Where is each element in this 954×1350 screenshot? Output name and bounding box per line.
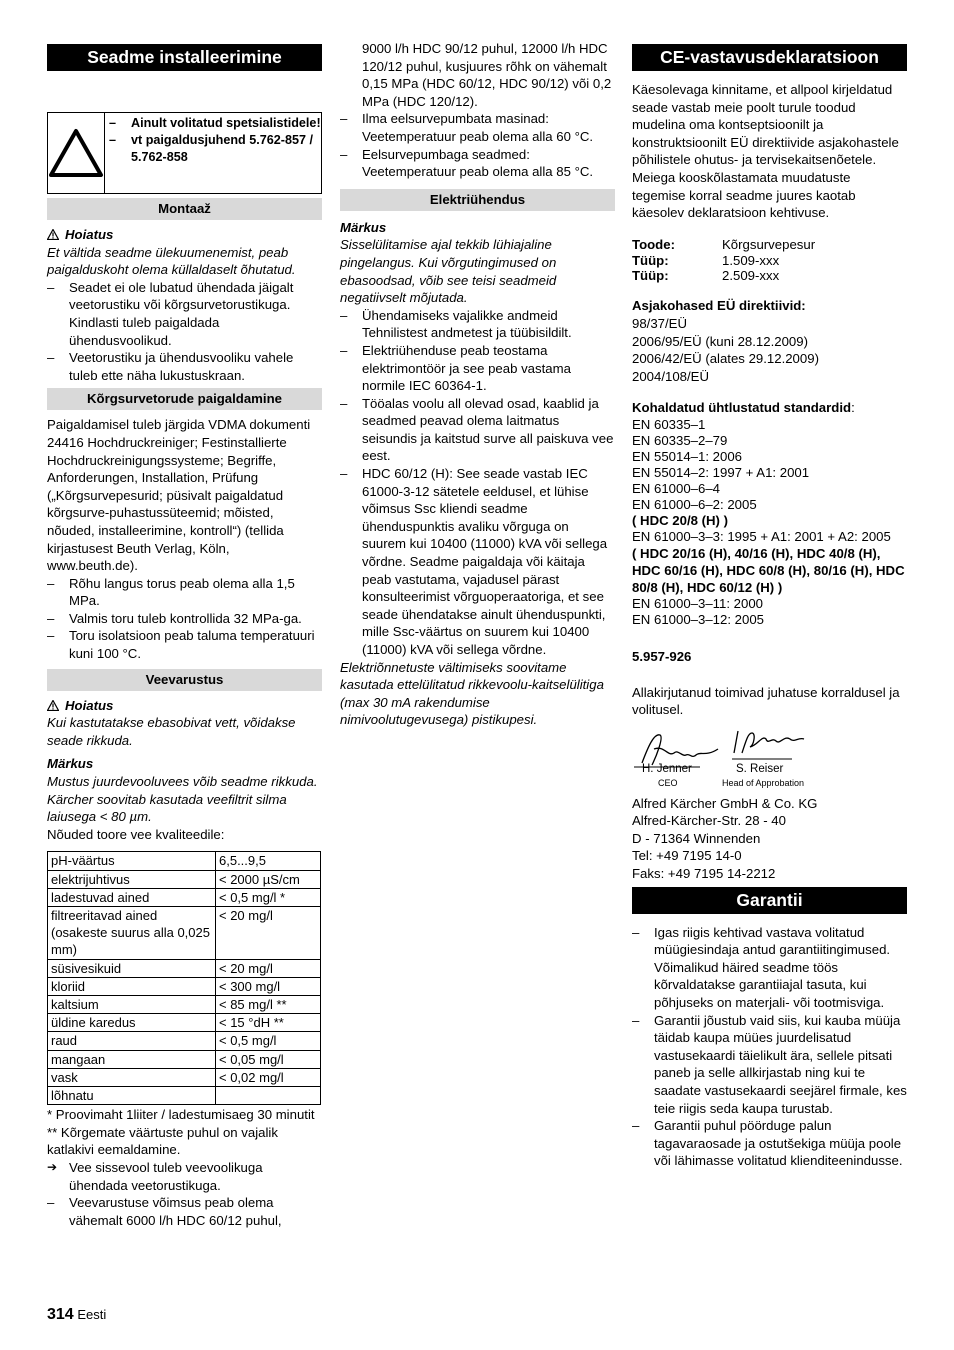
address-line: Tel: +49 7195 14-0 — [632, 848, 742, 864]
product-row: Tüüp: 1.509-xxx — [632, 253, 780, 269]
model-group-note: ( HDC 20/16 (H), 40/16 (H), HDC 40/8 (H), HDC 60/16 (H), HDC 60/8 (H), 80/16 (H), HDC 80/8 (H), HDC 60/12 (H) ) — [632, 545, 905, 595]
caution-icon — [47, 229, 59, 240]
section-title-installation: Seadme installeerimine — [47, 44, 322, 71]
standard: EN 55014–2: 1997 + A1: 2001 — [632, 464, 810, 480]
table-row — [48, 1032, 321, 1050]
parameter-cell: mangaan — [48, 1050, 216, 1068]
address-line: Faks: +49 7195 14-2212 — [632, 866, 776, 882]
table-row — [48, 870, 321, 888]
heading-water-supply: Veevarustus — [47, 669, 322, 691]
parameter-cell: elektrijuhtivus — [48, 870, 216, 888]
standard: EN 61000–6–4 — [632, 480, 720, 496]
limit-cell: < 0,5 mg/l — [216, 1032, 321, 1050]
water-quality-table — [47, 851, 321, 1105]
limit-cell: < 0,05 mg/l — [216, 1050, 321, 1068]
caution-heading — [47, 226, 322, 244]
table-row — [48, 959, 321, 977]
table-row — [48, 907, 321, 960]
arrow-item: ➔ Vee sissevool tuleb veevoolikuga ühendada veetorustikuga. — [47, 1159, 322, 1194]
standards-title: Kohaldatud ühtlustatud standardid: — [632, 400, 855, 416]
list-item: – Toru isolatsioon peab taluma temperatuuri kuni 100 °C. — [47, 627, 322, 662]
list-item: – Garantii jõustub vaid siis, kui kauba müüja täidab kaupa müües juurdelisatud vastusekaardi täielikult ära, sellele pitsati paneb ja selle allkirjastab ning kui te saadate vastusekaardi seejärel firmale, kes teie riigis seda kaupa turustab. — [632, 1012, 907, 1118]
parameter-cell: üldine karedus — [48, 1014, 216, 1032]
signer-name: S. Reiser — [736, 762, 784, 775]
parameter-cell: vask — [48, 1068, 216, 1086]
list-item: – Ilma eelsurvepumbata masinad: Veetemperatuur peab olema alla 60 °C. — [340, 110, 615, 145]
directive: 2006/42/EÜ (alates 29.12.2009) — [632, 351, 819, 367]
table-row — [48, 888, 321, 906]
address-line: D - 71364 Winnenden — [632, 830, 761, 846]
section-title-warranty: Garantii — [632, 887, 907, 914]
montaaz-list — [47, 279, 322, 385]
heading-montaaz: Montaaž — [47, 198, 322, 220]
heading-pipes: Kõrgsurvetorude paigaldamine — [47, 388, 322, 410]
page-footer — [47, 1306, 106, 1324]
column-right — [632, 44, 907, 1170]
warranty-list — [632, 924, 907, 1170]
directive: 2006/95/EÜ (kuni 28.12.2009) — [632, 333, 808, 349]
limit-cell: < 15 °dH ** — [216, 1014, 321, 1032]
instruction-list — [47, 1159, 322, 1194]
signer-name: H. Jenner — [642, 762, 692, 775]
standard: EN 61000–3–3: 1995 + A1: 2001 + A2: 2005 — [632, 528, 891, 544]
parameter-cell: süsivesikuid — [48, 959, 216, 977]
address-line: Alfred-Kärcher-Str. 28 - 40 — [632, 813, 786, 829]
standard: EN 60335–1 — [632, 416, 706, 432]
table-row — [48, 996, 321, 1014]
limit-cell: < 0,02 mg/l — [216, 1068, 321, 1086]
warning-item: – vt paigaldusjuhend 5.762-857 / 5.762-858 — [109, 132, 321, 166]
signature-reiser — [728, 723, 808, 763]
list-item: – Veetorustiku ja ühendusvooliku vahele tuleb ette näha lukustuskraan. — [47, 349, 322, 384]
standard: EN 55014–1: 2006 — [632, 448, 742, 464]
model-note: ( HDC 20/8 (H) ) — [632, 512, 728, 528]
limit-cell — [216, 1087, 321, 1105]
parameter-cell: filtreeritavad ained (osakeste suurus alla 0,025 mm) — [48, 907, 216, 960]
list-item: – Veevarustuse võimsus peab olema vähemalt 6000 l/h HDC 60/12 puhul, — [47, 1194, 322, 1229]
language-label: Eesti — [77, 1307, 107, 1322]
standard: EN 61000–6–2: 2005 — [632, 496, 757, 512]
directive: 98/37/EÜ — [632, 315, 687, 331]
note-text: Mustus juurdevooluvees võib seadme rikkuda. Kärcher soovitab kasutada veefiltrit silma laiusega < 80 µm. — [47, 774, 318, 825]
list-item: – Eelsurvepumbaga seadmed: Veetemperatuur peab olema alla 85 °C. — [340, 146, 615, 181]
limit-cell: < 2000 µS/cm — [216, 870, 321, 888]
caution-heading — [47, 697, 322, 715]
limit-cell: < 85 mg/l ** — [216, 996, 321, 1014]
product-row: Toode: Kõrgsurvepesur — [632, 236, 816, 252]
note-label: Märkus — [47, 756, 94, 772]
standard: EN 61000–3–12: 2005 — [632, 611, 764, 627]
caution-text: Kui kastutatakse ebasobivat vett, võidakse seade rikkuda. — [47, 715, 296, 748]
column-middle — [340, 40, 615, 729]
list-item: – Tööalas voolu all olevad osad, kaablid ja seadmed peavad olema laitmatus seisundis ja kaitstud surve all paiskuva vee eest. — [340, 395, 615, 465]
limit-cell: 6,5...9,5 — [216, 852, 321, 870]
footnote: ** Kõrgemate väärtuste puhul on vajalik katlakivi eemaldamine. — [47, 1124, 278, 1158]
table-row — [48, 977, 321, 995]
table-row — [48, 852, 321, 870]
warning-triangle-icon — [48, 113, 105, 193]
standard: EN 60335–2–79 — [632, 432, 728, 448]
caution-label: Hoiatus — [65, 227, 114, 242]
list-item: – Garantii puhul pöörduge palun tagavaraosade ja ostutšekiga müüja poole või lähimasse volitatud klienditeenindusse. — [632, 1117, 907, 1170]
signatures — [632, 729, 907, 791]
supply-list — [47, 1194, 322, 1229]
footnote: * Proovimaht 1liiter / ladestumisaeg 30 minutit — [47, 1107, 315, 1123]
standard: EN 61000–3–11: 2000 — [632, 595, 764, 611]
list-item: – HDC 60/12 (H): See seade vastab IEC 61000-3-12 sätetele eeldusel, et lühise võimsus Ssc kliendi seadme ühenduspunktis avaliku võrguga on suurem kui 10400 (11000) kVA või sellega võrdne. Seadme paigaldaja või käitaja peab vastutama, vajadusel pärast konsulteerimist võrguoperaatoriga, et see seade ühendatakse ainult ühenduspunkti, mille Ssc-väärtus on suurem kui 10400 (11000) kVA või sellega võrdne. — [340, 465, 615, 659]
product-row: Tüüp: 2.509-xxx — [632, 268, 780, 284]
warning-list — [105, 113, 321, 193]
section-title-ce: CE-vastavusdeklaratsioon — [632, 44, 907, 71]
caution-icon — [47, 700, 59, 711]
column-left — [47, 44, 322, 1229]
closing-note: Elektriõnnetuste vältimiseks soovitame kasutada ettelülitatud rikkevoolu-kaitselülitiga (max 30 mA rakendumise nimivoolutugevusega) pistikupesi. — [340, 659, 604, 728]
pipes-text: Paigaldamisel tuleb järgida VDMA dokumenti 24416 Hochdruckreiniger; Festinstallierte Hochdruckreinigungssysteme; Begriffe, Anforderungen, Installation, Prüfung („Kõrgsurvepesurid; püsivalt paigaldatud kõrgsurve-puhastussüteemid; mõisted, nõuded, installeerimine, kontroll“) (tellida kirjastusest Beuth Verlag, Köln, www.beuth.de). — [47, 417, 311, 574]
document-code: 5.957-926 — [632, 648, 692, 664]
continued-text: 9000 l/h HDC 90/12 puhul, 12000 l/h HDC 120/12 puhul, kusjuures rõhk on vähemalt 0,15 MPa (HDC 60/12, HDC 90/12) või 0,2 MPa (HDC 120/12). — [362, 41, 612, 109]
table-row — [48, 1050, 321, 1068]
caution-text: Et vältida seadme ülekuumenemist, peab paigalduskoht olema küllaldaselt õhutatud. — [47, 244, 296, 278]
signer-role: Head of Approbation — [722, 777, 805, 788]
table-row — [48, 1087, 321, 1105]
table-row — [48, 1068, 321, 1086]
list-item: – Ühendamiseks vajalikke andmeid Tehnilistest andmetest ja tüübisildilt. — [340, 307, 615, 342]
caution-label: Hoiatus — [65, 697, 114, 713]
parameter-cell: ladestuvad ained — [48, 888, 216, 906]
parameter-cell: kloriid — [48, 977, 216, 995]
temperature-list — [340, 110, 615, 180]
list-item: – Valmis toru tuleb kontrollida 32 MPa-ga. — [47, 610, 322, 628]
directive: 2004/108/EÜ — [632, 368, 709, 384]
heading-electrical: Elektriühendus — [340, 189, 615, 211]
directives-title: Asjakohased EÜ direktiivid: — [632, 298, 806, 314]
limit-cell: < 0,5 mg/l * — [216, 888, 321, 906]
note-label: Märkus — [340, 219, 387, 235]
parameter-cell: raud — [48, 1032, 216, 1050]
list-item: – Elektriühenduse peab teostama elektrimontöör ja see peab vastama normile IEC 60364-1. — [340, 342, 615, 395]
page-number: 314 — [47, 1306, 74, 1323]
limit-cell: < 20 mg/l — [216, 907, 321, 960]
water-requirements-line: Nõuded toore vee kvaliteedile: — [47, 826, 225, 842]
signer-role: CEO — [658, 777, 678, 788]
warning-item: – Ainult volitatud spetsialistidele! — [109, 115, 321, 132]
pipes-list — [47, 575, 322, 663]
warning-box — [47, 112, 322, 194]
limit-cell: < 300 mg/l — [216, 977, 321, 995]
signed-note: Allakirjutanud toimivad juhatuse korraldusel ja volitusel. — [632, 684, 900, 718]
list-item: – Seadet ei ole lubatud ühendada jäigalt veetorustiku või kõrgsurvetorustikuga. Kindlasti tuleb paigaldada ühendusvoolikud. — [47, 279, 322, 349]
list-item: – Igas riigis kehtivad vastava volitatud müügiesindaja antud garantiitingimused. Võimalikud häired seadme töös kõrvaldatakse garantiiajal tasuta, kui põhjuseks on materjali- või tootmisviga. — [632, 924, 907, 1012]
list-item: – Rõhu langus torus peab olema alla 1,5 MPa. — [47, 575, 322, 610]
note-text: Sisselülitamise ajal tekkib lühiajaline pingelangus. Kui võrgutingimused on ebasoodsad, võib see teisi seadmeid negatiivselt mõjutada. — [340, 237, 557, 306]
parameter-cell: kaltsium — [48, 996, 216, 1014]
electrical-list — [340, 307, 615, 659]
table-row — [48, 1014, 321, 1032]
parameter-cell: pH-väärtus — [48, 852, 216, 870]
ce-intro: Käesolevaga kinnitame, et allpool kirjeldatud seade vastab meie poolt turule toodud mudelina oma kontseptsioonilt ja konstruktsioonilt EÜ direktiivide asjakohastele põhilistele ohutus- ja tervisekaitsenõetele. Meiega kooskõlastamata muudatuste tegemise korral seadme juures kaotab käesolev deklaratsioon kehtivuse. — [632, 82, 899, 221]
limit-cell: < 20 mg/l — [216, 959, 321, 977]
address-line: Alfred Kärcher GmbH & Co. KG — [632, 795, 818, 811]
parameter-cell: lõhnatu — [48, 1087, 216, 1105]
